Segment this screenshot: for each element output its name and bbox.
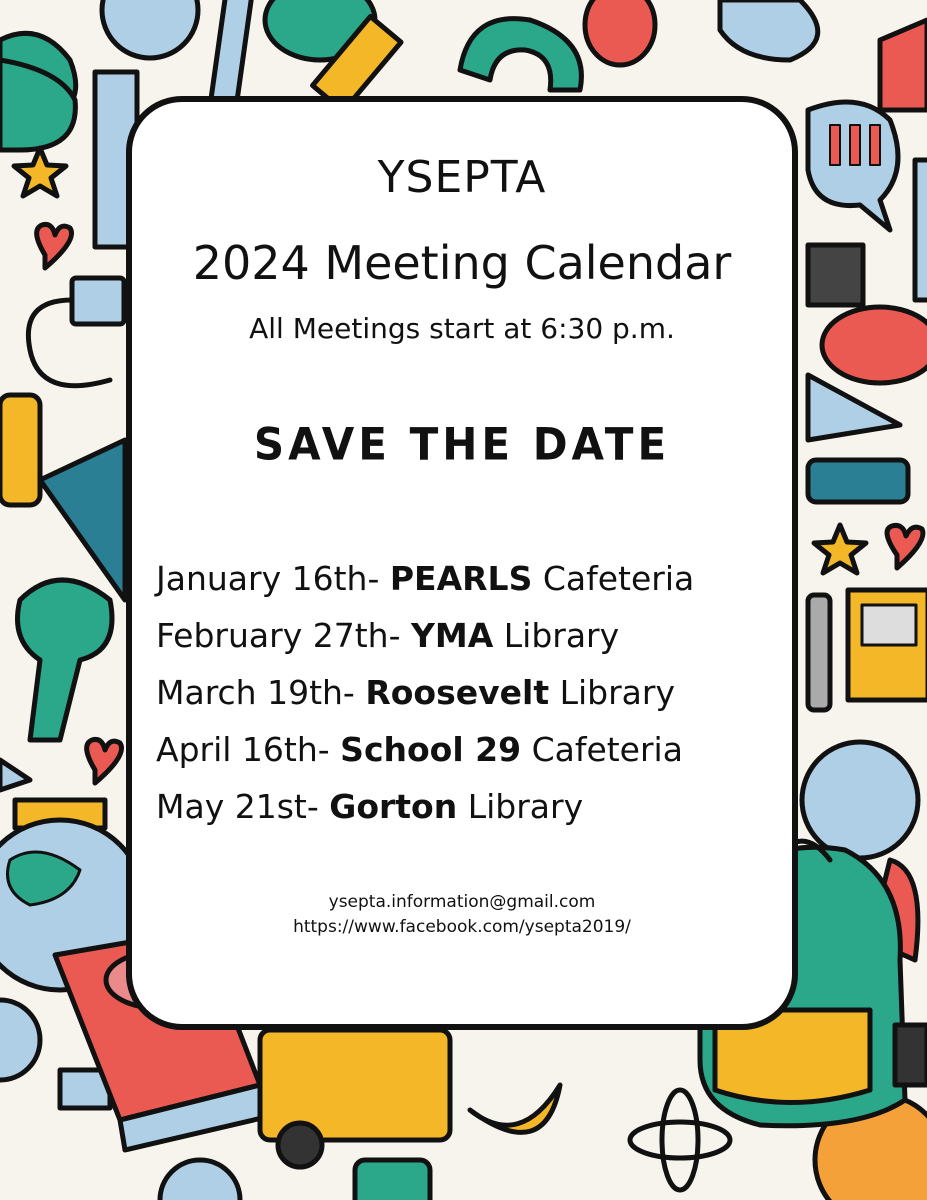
meeting-room: Cafeteria xyxy=(531,730,683,769)
stopwatch-icon xyxy=(0,1000,40,1080)
meeting-school: YMA xyxy=(410,616,494,655)
flask-icon xyxy=(720,0,818,60)
calendar-title: 2024 Meeting Calendar xyxy=(192,236,732,290)
banana-icon xyxy=(470,1085,560,1132)
calculator-icon xyxy=(355,1160,430,1200)
meeting-item xyxy=(156,664,694,721)
meeting-item xyxy=(156,778,694,835)
meeting-room: Library xyxy=(559,673,675,712)
meeting-school: Roosevelt xyxy=(365,673,550,712)
meeting-start-time: All Meetings start at 6:30 p.m. xyxy=(249,312,675,345)
meeting-item xyxy=(156,607,694,664)
meeting-room: Library xyxy=(467,787,584,826)
facebook-link[interactable]: https://www.facebook.com/ysepta2019/ xyxy=(293,917,631,937)
exclamation-shape xyxy=(850,125,860,165)
star-icon xyxy=(814,525,866,573)
meeting-date: May 21st- xyxy=(156,787,319,826)
contact-email[interactable]: ysepta.information@gmail.com xyxy=(328,892,596,912)
apple-icon xyxy=(585,0,655,65)
exclamation-shape xyxy=(830,125,840,165)
meeting-list xyxy=(156,550,694,835)
meeting-date: January 16th- xyxy=(156,559,380,598)
meeting-room: Cafeteria xyxy=(542,559,695,598)
binder-clip-icon xyxy=(808,245,863,305)
meeting-school: PEARLS xyxy=(389,559,533,598)
set-square-icon xyxy=(40,440,125,600)
organization-name: YSEPTA xyxy=(377,152,547,203)
atom-icon xyxy=(630,1122,730,1158)
meeting-school: School 29 xyxy=(340,730,522,769)
abacus-frame-shape xyxy=(862,605,916,645)
usb-icon xyxy=(72,278,124,324)
meeting-calendar-card xyxy=(126,96,798,1030)
sharpener-icon xyxy=(880,20,927,110)
rocket-icon xyxy=(0,760,30,790)
marker-icon xyxy=(808,460,908,502)
glue-stick-icon xyxy=(915,160,927,300)
phone-icon xyxy=(808,595,830,710)
meeting-item xyxy=(156,721,694,778)
eraser-icon xyxy=(0,395,40,505)
meeting-date: February 27th- xyxy=(156,616,401,655)
meeting-room: Library xyxy=(503,616,620,655)
alarm-clock-icon xyxy=(802,742,918,858)
atom-icon xyxy=(662,1090,698,1190)
exclamation-shape xyxy=(870,125,880,165)
heart-icon xyxy=(887,525,923,568)
heart-icon xyxy=(37,224,72,268)
globe-icon xyxy=(102,0,198,58)
binder-clip-icon xyxy=(895,1025,927,1085)
star-icon xyxy=(14,148,66,196)
heart-icon xyxy=(87,739,122,783)
bus-wheel-shape xyxy=(278,1123,322,1167)
meeting-date: April 16th- xyxy=(156,730,330,769)
meeting-school: Gorton xyxy=(329,787,458,826)
meeting-date: March 19th- xyxy=(156,673,355,712)
meeting-item xyxy=(156,550,694,607)
stopwatch-icon xyxy=(160,1160,240,1200)
save-the-date-heading: SAVE THE DATE xyxy=(253,418,671,471)
magnet-icon xyxy=(460,19,581,90)
pencil-icon xyxy=(210,0,252,111)
football-icon xyxy=(822,307,927,383)
flask-icon xyxy=(18,580,113,740)
